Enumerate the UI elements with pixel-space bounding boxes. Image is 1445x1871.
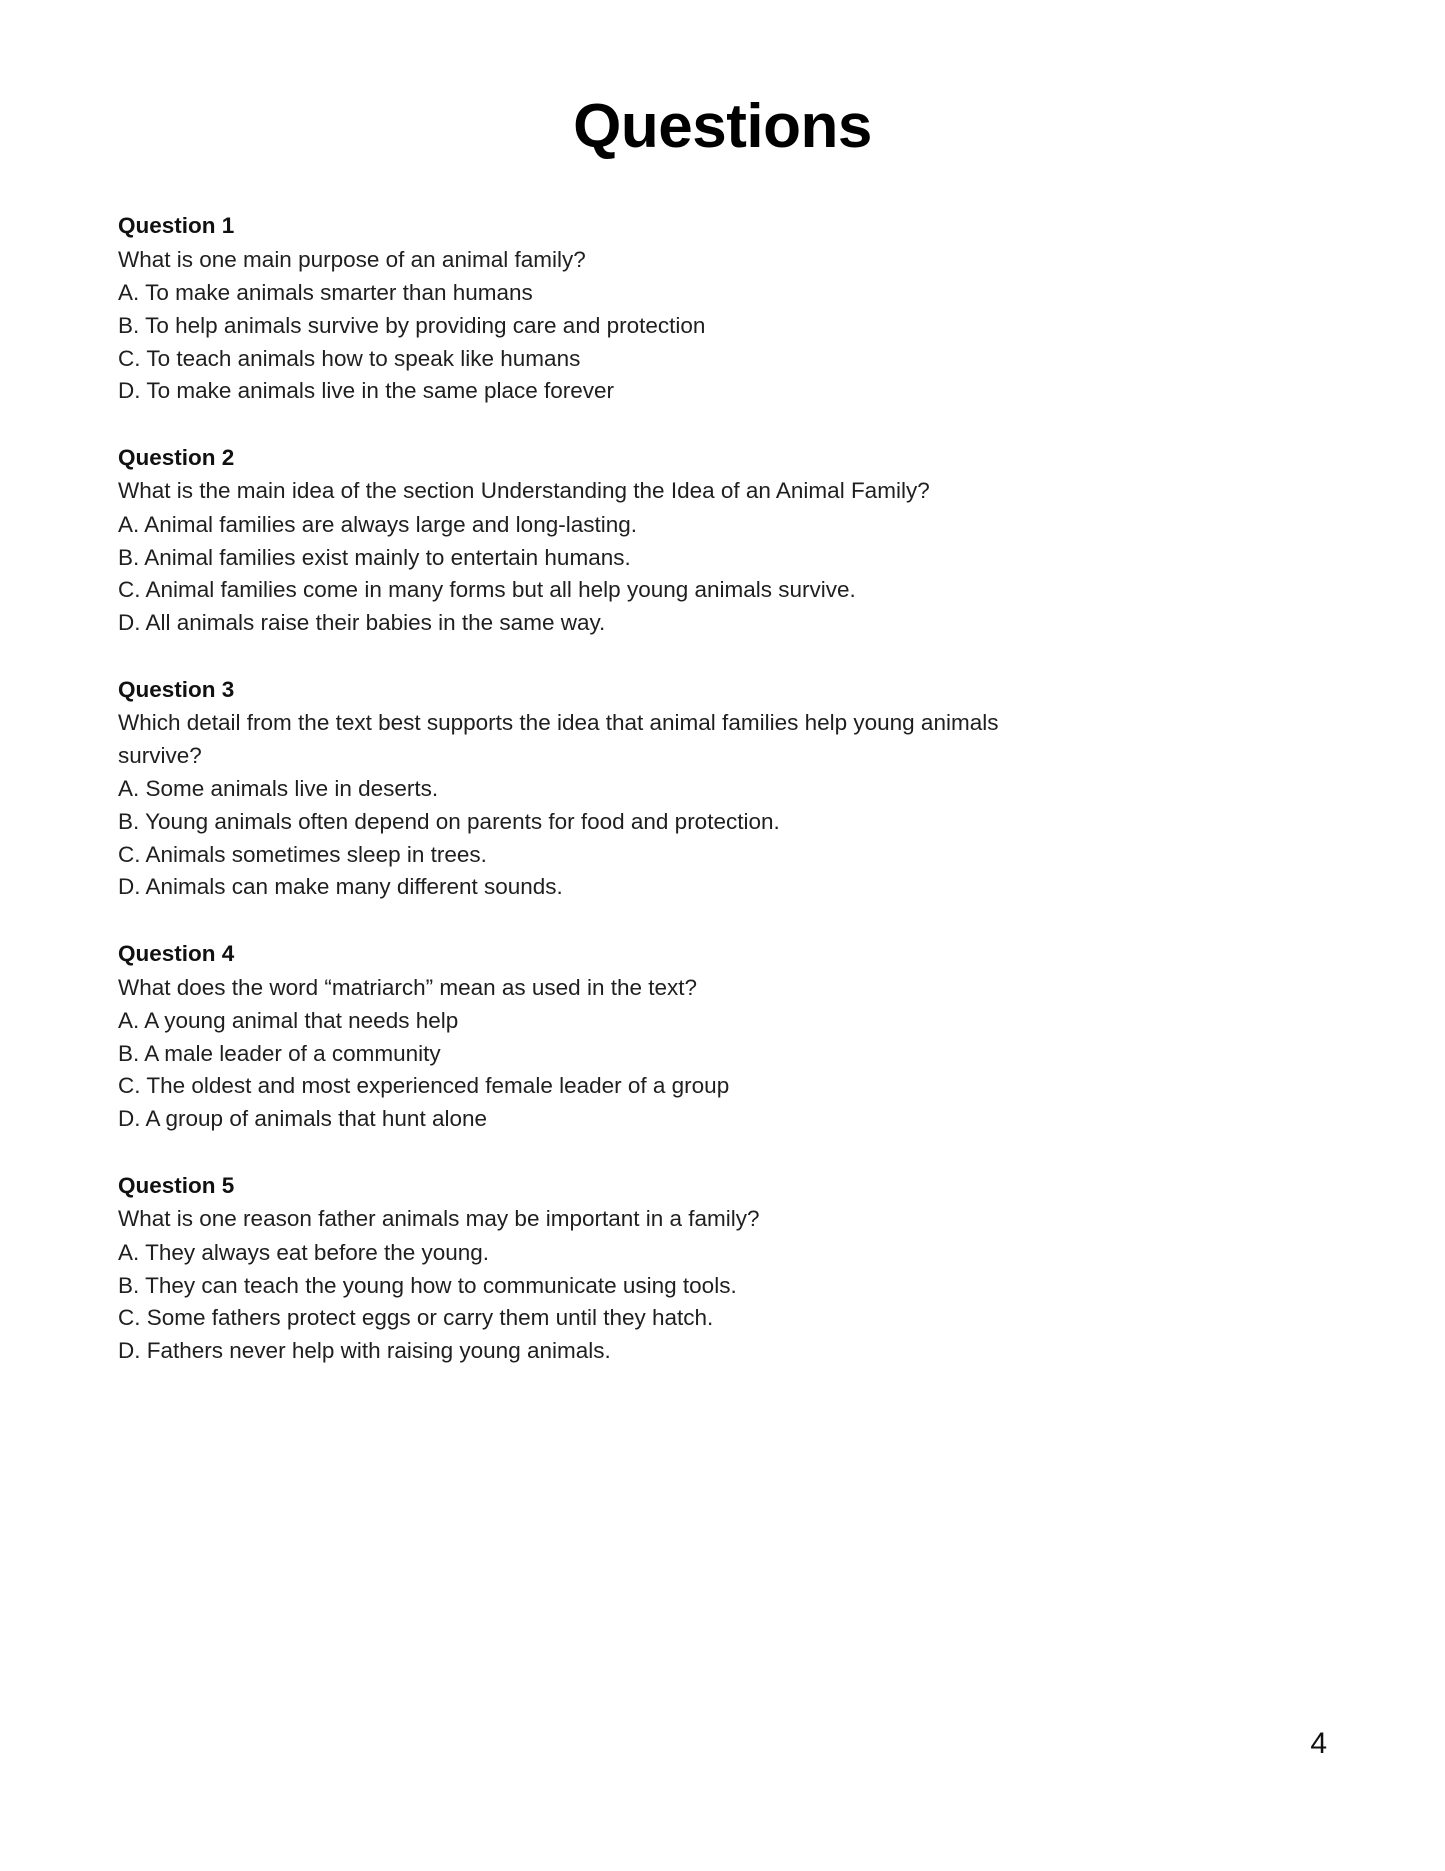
question-option-a[interactable]: A. Some animals live in deserts. <box>118 776 439 802</box>
page-number: 4 <box>1310 1727 1327 1760</box>
question-option-a[interactable]: A. Animal families are always large and long-lasting. <box>118 512 638 537</box>
question-block-1 <box>118 210 1068 408</box>
question-option-b[interactable]: B. To help animals survive by providing care and protection <box>118 312 706 338</box>
question-block-2 <box>118 442 1068 640</box>
question-label: Question 4 <box>118 940 235 966</box>
question-stem: What is one main purpose of an animal family? <box>118 246 586 272</box>
question-option-b[interactable]: B. Animal families exist mainly to entertain humans. <box>118 544 631 570</box>
question-option-c[interactable]: C. Some fathers protect eggs or carry them until they hatch. <box>118 1305 714 1331</box>
question-stem: What is one reason father animals may be important in a family? <box>118 1206 760 1232</box>
question-option-c[interactable]: C. Animals sometimes sleep in trees. <box>118 841 487 867</box>
question-option-d[interactable]: D. To make animals live in the same place forever <box>118 378 615 404</box>
question-stem: What does the word “matriarch” mean as used in the text? <box>118 974 698 1000</box>
question-option-c[interactable]: C. The oldest and most experienced female leader of a group <box>118 1073 730 1099</box>
page-title: Questions <box>573 92 872 161</box>
questions-list <box>118 210 1068 1401</box>
question-stem: What is the main idea of the section Understanding the Idea of an Animal Family? <box>118 478 930 504</box>
question-block-5 <box>118 1170 1068 1368</box>
question-option-b[interactable]: B. Young animals often depend on parents for food and protection. <box>118 809 780 834</box>
question-option-b[interactable]: B. They can teach the young how to communicate using tools. <box>118 1272 737 1298</box>
question-label: Question 5 <box>118 1172 235 1198</box>
question-option-a[interactable]: A. They always eat before the young. <box>118 1239 490 1265</box>
question-option-a[interactable]: A. A young animal that needs help <box>118 1008 459 1034</box>
question-option-c[interactable]: C. To teach animals how to speak like humans <box>118 345 581 371</box>
question-label: Question 2 <box>118 444 235 470</box>
question-option-d[interactable]: D. A group of animals that hunt alone <box>118 1106 487 1131</box>
question-option-a[interactable]: A. To make animals smarter than humans <box>118 280 533 306</box>
question-label: Question 3 <box>118 676 235 702</box>
question-stem: Which detail from the text best supports the idea that animal families help young animals survive? <box>118 710 999 768</box>
question-label: Question 1 <box>118 213 235 238</box>
question-option-d[interactable]: D. All animals raise their babies in the same way. <box>118 609 606 635</box>
question-option-b[interactable]: B. A male leader of a community <box>118 1040 441 1066</box>
question-block-4 <box>118 938 1068 1136</box>
question-option-c[interactable]: C. Animal families come in many forms but all help young animals survive. <box>118 577 856 603</box>
question-block-3 <box>118 674 1068 904</box>
question-option-d[interactable]: D. Animals can make many different sounds. <box>118 874 563 900</box>
question-option-d[interactable]: D. Fathers never help with raising young animals. <box>118 1337 611 1363</box>
